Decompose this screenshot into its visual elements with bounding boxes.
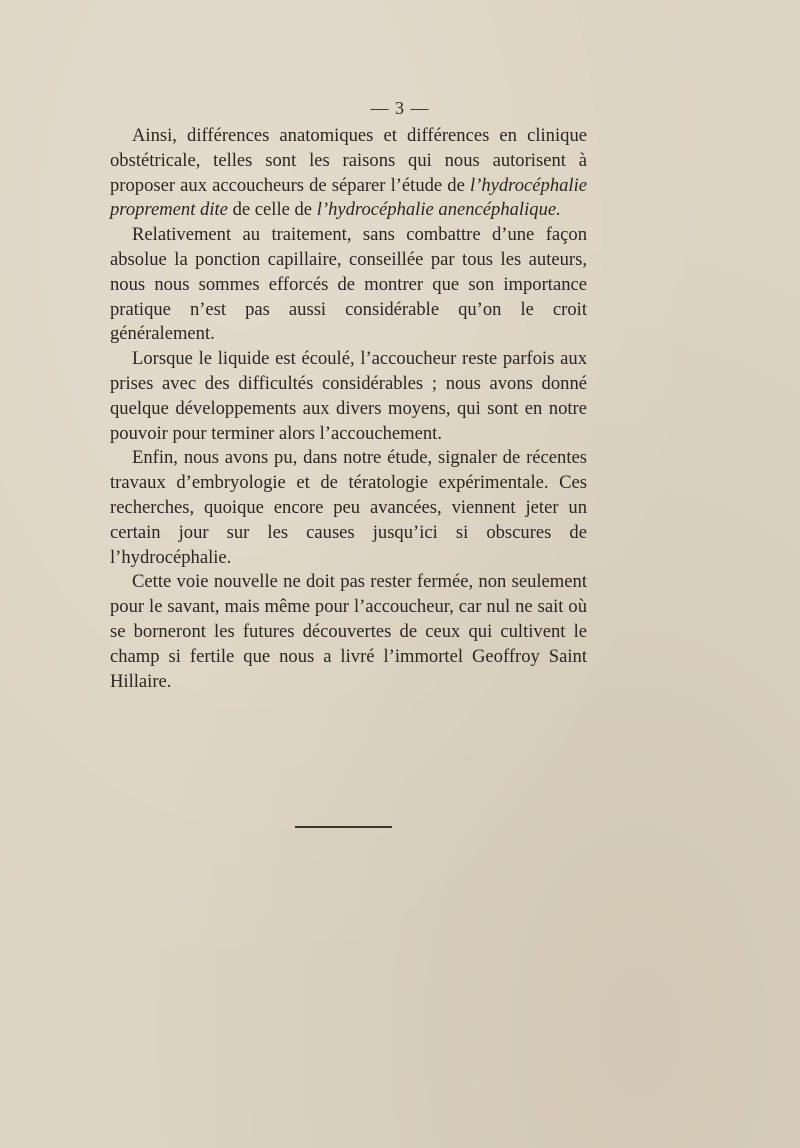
closing-rule (295, 826, 392, 828)
paragraph (110, 223, 587, 347)
paragraph-text: de celle de (227, 199, 317, 221)
italic-term: l’hydrocéphalie proprement dite (110, 174, 587, 221)
body-text (110, 124, 587, 694)
paragraph-text: Cette voie nouvelle ne doit pas rester fermée, non seulement pour le savant, mais même pour l’accoucheur, car nul ne sait où se borneront les futures découvertes de ceux qui cultivent le champ si fertile que nous a livré l’immortel Geoffroy Saint Hillaire. (110, 571, 587, 692)
paragraph-text: Ainsi, différences anatomiques et différences en clinique obstétricale, telles sont les raisons qui nous autorisent à proposer aux accoucheurs de séparer l’étude de (110, 125, 587, 196)
paragraph (110, 570, 587, 694)
paragraph-text: Relativement au traitement, sans combattre d’une façon absolue la ponction capillaire, conseillée par tous les auteurs, nous nous sommes efforcés de montrer que son importance pratique n’est pas aussi considérable qu’on le croit généralement. (110, 224, 587, 345)
paragraph-text: Enfin, nous avons pu, dans notre étude, signaler de récentes travaux d’embryologie et de tératologie expérimentale. Ces recherches, quoique encore peu avancées, viennent jeter un certain jour sur les causes jusqu’ici si obscures de l’hydrocéphalie. (110, 447, 587, 568)
paragraph (110, 446, 587, 570)
paragraph (110, 124, 587, 223)
paragraph-text: Lorsque le liquide est écoulé, l’accoucheur reste parfois aux prises avec des difficultés considérables ; nous avons donné quelque développements aux divers moyens, qui sont en notre pouvoir pour terminer alors l’accouchement. (110, 348, 587, 444)
italic-term: l’hydrocéphalie anencéphalique. (316, 199, 561, 221)
page-number: — 3 — (370, 98, 430, 118)
paragraph (110, 347, 587, 446)
